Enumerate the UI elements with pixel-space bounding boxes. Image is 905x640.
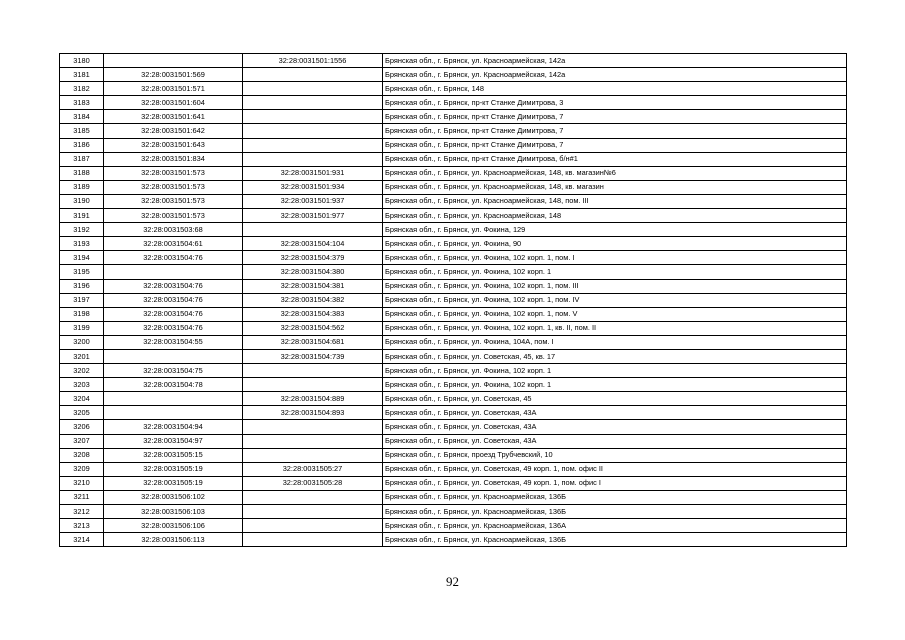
cadastral-number-parcel: 32:28:0031505:19 — [104, 462, 243, 476]
cadastral-number-parcel: 32:28:0031501:573 — [104, 194, 243, 208]
address-cell: Брянская обл., г. Брянск, ул. Фокина, 129 — [383, 223, 847, 237]
address-cell: Брянская обл., г. Брянск, ул. Советская, 43А — [383, 420, 847, 434]
row-number: 3200 — [60, 335, 104, 349]
address-cell: Брянская обл., г. Брянск, ул. Советская, 45 — [383, 392, 847, 406]
row-number: 3188 — [60, 166, 104, 180]
cadastral-number-object: 32:28:0031501:1556 — [243, 54, 383, 68]
table-row — [60, 349, 847, 363]
address-cell: Брянская обл., г. Брянск, ул. Фокина, 102 корп. 1, пом. IV — [383, 293, 847, 307]
cadastral-number-object — [243, 448, 383, 462]
table-row — [60, 82, 847, 96]
cadastral-number-parcel: 32:28:0031501:643 — [104, 138, 243, 152]
cadastral-number-object: 32:28:0031504:383 — [243, 307, 383, 321]
address-cell: Брянская обл., г. Брянск, ул. Фокина, 102 корп. 1, кв. II, пом. II — [383, 321, 847, 335]
cadastral-number-object — [243, 378, 383, 392]
address-cell: Брянская обл., г. Брянск, ул. Фокина, 102 корп. 1 — [383, 364, 847, 378]
cadastral-number-object — [243, 68, 383, 82]
cadastral-number-object: 32:28:0031504:681 — [243, 335, 383, 349]
cadastral-number-parcel: 32:28:0031504:78 — [104, 378, 243, 392]
cadastral-number-object: 32:28:0031504:381 — [243, 279, 383, 293]
cadastral-number-object: 32:28:0031504:562 — [243, 321, 383, 335]
row-number: 3181 — [60, 68, 104, 82]
table-row — [60, 321, 847, 335]
cadastral-number-parcel: 32:28:0031506:102 — [104, 490, 243, 504]
table-row — [60, 293, 847, 307]
row-number: 3187 — [60, 152, 104, 166]
cadastral-number-object: 32:28:0031504:893 — [243, 406, 383, 420]
cadastral-number-object: 32:28:0031501:931 — [243, 166, 383, 180]
row-number: 3214 — [60, 533, 104, 547]
cadastral-number-parcel: 32:28:0031504:97 — [104, 434, 243, 448]
row-number: 3197 — [60, 293, 104, 307]
cadastral-table-body — [60, 54, 847, 547]
cadastral-number-parcel: 32:28:0031501:573 — [104, 209, 243, 223]
cadastral-number-parcel: 32:28:0031504:76 — [104, 293, 243, 307]
cadastral-number-object: 32:28:0031504:382 — [243, 293, 383, 307]
address-cell: Брянская обл., г. Брянск, ул. Красноармейская, 136А — [383, 519, 847, 533]
table-row — [60, 152, 847, 166]
address-cell: Брянская обл., г. Брянск, пр-кт Станке Димитрова, б/н#1 — [383, 152, 847, 166]
address-cell: Брянская обл., г. Брянск, ул. Советская, 49 корп. 1, пом. офис II — [383, 462, 847, 476]
cadastral-number-object — [243, 96, 383, 110]
table-row — [60, 251, 847, 265]
row-number: 3191 — [60, 209, 104, 223]
table-row — [60, 54, 847, 68]
cadastral-number-parcel — [104, 392, 243, 406]
address-cell: Брянская обл., г. Брянск, пр-кт Станке Димитрова, 7 — [383, 110, 847, 124]
cadastral-number-parcel: 32:28:0031505:15 — [104, 448, 243, 462]
row-number: 3213 — [60, 519, 104, 533]
row-number: 3203 — [60, 378, 104, 392]
row-number: 3184 — [60, 110, 104, 124]
table-row — [60, 505, 847, 519]
table-row — [60, 392, 847, 406]
address-cell: Брянская обл., г. Брянск, пр-кт Станке Димитрова, 3 — [383, 96, 847, 110]
row-number: 3194 — [60, 251, 104, 265]
row-number: 3212 — [60, 505, 104, 519]
table-row — [60, 406, 847, 420]
address-cell: Брянская обл., г. Брянск, ул. Красноармейская, 142а — [383, 68, 847, 82]
cadastral-number-parcel: 32:28:0031501:604 — [104, 96, 243, 110]
row-number: 3185 — [60, 124, 104, 138]
table-row — [60, 124, 847, 138]
address-cell: Брянская обл., г. Брянск, ул. Красноармейская, 148, пом. III — [383, 194, 847, 208]
cadastral-number-object: 32:28:0031504:739 — [243, 349, 383, 363]
row-number: 3202 — [60, 364, 104, 378]
table-row — [60, 476, 847, 490]
address-cell: Брянская обл., г. Брянск, ул. Советская, 49 корп. 1, пом. офис I — [383, 476, 847, 490]
table-row — [60, 448, 847, 462]
address-cell: Брянская обл., г. Брянск, пр-кт Станке Димитрова, 7 — [383, 138, 847, 152]
table-row — [60, 96, 847, 110]
row-number: 3206 — [60, 420, 104, 434]
address-cell: Брянская обл., г. Брянск, ул. Фокина, 102 корп. 1, пом. V — [383, 307, 847, 321]
table-row — [60, 490, 847, 504]
cadastral-number-object: 32:28:0031505:27 — [243, 462, 383, 476]
address-cell: Брянская обл., г. Брянск, ул. Фокина, 102 корп. 1 — [383, 378, 847, 392]
row-number: 3189 — [60, 180, 104, 194]
cadastral-number-object — [243, 533, 383, 547]
address-cell: Брянская обл., г. Брянск, ул. Фокина, 104А, пом. I — [383, 335, 847, 349]
cadastral-table — [59, 53, 847, 547]
table-row — [60, 180, 847, 194]
cadastral-number-parcel: 32:28:0031503:68 — [104, 223, 243, 237]
address-cell: Брянская обл., г. Брянск, ул. Фокина, 102 корп. 1, пом. I — [383, 251, 847, 265]
cadastral-number-parcel: 32:28:0031504:76 — [104, 307, 243, 321]
cadastral-number-object: 32:28:0031505:28 — [243, 476, 383, 490]
row-number: 3192 — [60, 223, 104, 237]
cadastral-number-object — [243, 82, 383, 96]
table-row — [60, 223, 847, 237]
address-cell: Брянская обл., г. Брянск, ул. Фокина, 102 корп. 1, пом. III — [383, 279, 847, 293]
row-number: 3193 — [60, 237, 104, 251]
cadastral-number-object — [243, 434, 383, 448]
address-cell: Брянская обл., г. Брянск, ул. Красноармейская, 148, кв. магазин — [383, 180, 847, 194]
row-number: 3211 — [60, 490, 104, 504]
cadastral-number-parcel: 32:28:0031506:113 — [104, 533, 243, 547]
cadastral-number-object — [243, 420, 383, 434]
table-row — [60, 420, 847, 434]
cadastral-number-object — [243, 364, 383, 378]
row-number: 3210 — [60, 476, 104, 490]
cadastral-number-object — [243, 124, 383, 138]
table-row — [60, 462, 847, 476]
row-number: 3183 — [60, 96, 104, 110]
cadastral-number-object: 32:28:0031504:379 — [243, 251, 383, 265]
row-number: 3198 — [60, 307, 104, 321]
address-cell: Брянская обл., г. Брянск, пр-кт Станке Димитрова, 7 — [383, 124, 847, 138]
row-number: 3207 — [60, 434, 104, 448]
cadastral-number-object — [243, 152, 383, 166]
cadastral-number-parcel: 32:28:0031504:75 — [104, 364, 243, 378]
table-row — [60, 265, 847, 279]
cadastral-number-object: 32:28:0031501:937 — [243, 194, 383, 208]
cadastral-number-parcel — [104, 54, 243, 68]
cadastral-number-object — [243, 505, 383, 519]
table-row — [60, 533, 847, 547]
row-number: 3199 — [60, 321, 104, 335]
cadastral-number-parcel: 32:28:0031501:569 — [104, 68, 243, 82]
row-number: 3190 — [60, 194, 104, 208]
cadastral-number-object — [243, 110, 383, 124]
row-number: 3195 — [60, 265, 104, 279]
row-number: 3180 — [60, 54, 104, 68]
cadastral-number-object: 32:28:0031501:934 — [243, 180, 383, 194]
address-cell: Брянская обл., г. Брянск, проезд Трубчевский, 10 — [383, 448, 847, 462]
row-number: 3201 — [60, 349, 104, 363]
cadastral-number-parcel: 32:28:0031506:103 — [104, 505, 243, 519]
cadastral-number-object: 32:28:0031504:889 — [243, 392, 383, 406]
cadastral-number-parcel — [104, 349, 243, 363]
address-cell: Брянская обл., г. Брянск, ул. Советская, 43А — [383, 406, 847, 420]
address-cell: Брянская обл., г. Брянск, 148 — [383, 82, 847, 96]
table-row — [60, 434, 847, 448]
row-number: 3209 — [60, 462, 104, 476]
address-cell: Брянская обл., г. Брянск, ул. Красноармейская, 148 — [383, 209, 847, 223]
address-cell: Брянская обл., г. Брянск, ул. Фокина, 102 корп. 1 — [383, 265, 847, 279]
address-cell: Брянская обл., г. Брянск, ул. Красноармейская, 142а — [383, 54, 847, 68]
row-number: 3182 — [60, 82, 104, 96]
table-row — [60, 364, 847, 378]
table-row — [60, 378, 847, 392]
row-number: 3186 — [60, 138, 104, 152]
cadastral-number-parcel: 32:28:0031506:106 — [104, 519, 243, 533]
cadastral-number-object: 32:28:0031504:104 — [243, 237, 383, 251]
address-cell: Брянская обл., г. Брянск, ул. Красноармейская, 148, кв. магазин№6 — [383, 166, 847, 180]
address-cell: Брянская обл., г. Брянск, ул. Фокина, 90 — [383, 237, 847, 251]
table-row — [60, 194, 847, 208]
cadastral-number-parcel: 32:28:0031501:641 — [104, 110, 243, 124]
cadastral-number-parcel: 32:28:0031504:55 — [104, 335, 243, 349]
cadastral-number-object — [243, 490, 383, 504]
table-row — [60, 68, 847, 82]
cadastral-number-object — [243, 223, 383, 237]
address-cell: Брянская обл., г. Брянск, ул. Красноармейская, 136Б — [383, 505, 847, 519]
cadastral-number-parcel: 32:28:0031501:642 — [104, 124, 243, 138]
address-cell: Брянская обл., г. Брянск, ул. Красноармейская, 136Б — [383, 533, 847, 547]
table-row — [60, 519, 847, 533]
cadastral-number-parcel: 32:28:0031501:834 — [104, 152, 243, 166]
cadastral-number-parcel — [104, 265, 243, 279]
row-number: 3208 — [60, 448, 104, 462]
cadastral-number-parcel: 32:28:0031504:94 — [104, 420, 243, 434]
cadastral-number-parcel: 32:28:0031504:76 — [104, 321, 243, 335]
table-row — [60, 307, 847, 321]
cadastral-number-parcel: 32:28:0031505:19 — [104, 476, 243, 490]
cadastral-number-parcel: 32:28:0031501:571 — [104, 82, 243, 96]
page-number: 92 — [446, 574, 459, 589]
cadastral-number-parcel: 32:28:0031504:76 — [104, 279, 243, 293]
table-row — [60, 138, 847, 152]
table-row — [60, 237, 847, 251]
row-number: 3204 — [60, 392, 104, 406]
cadastral-number-parcel: 32:28:0031504:61 — [104, 237, 243, 251]
address-cell: Брянская обл., г. Брянск, ул. Советская, 43А — [383, 434, 847, 448]
cadastral-number-parcel — [104, 406, 243, 420]
row-number: 3205 — [60, 406, 104, 420]
cadastral-number-parcel: 32:28:0031501:573 — [104, 166, 243, 180]
address-cell: Брянская обл., г. Брянск, ул. Красноармейская, 136Б — [383, 490, 847, 504]
cadastral-number-object — [243, 519, 383, 533]
row-number: 3196 — [60, 279, 104, 293]
cadastral-number-object — [243, 138, 383, 152]
cadastral-number-parcel: 32:28:0031501:573 — [104, 180, 243, 194]
table-row — [60, 279, 847, 293]
table-row — [60, 110, 847, 124]
cadastral-number-object: 32:28:0031501:977 — [243, 209, 383, 223]
table-row — [60, 166, 847, 180]
cadastral-number-object: 32:28:0031504:380 — [243, 265, 383, 279]
address-cell: Брянская обл., г. Брянск, ул. Советская, 45, кв. 17 — [383, 349, 847, 363]
table-row — [60, 209, 847, 223]
cadastral-number-parcel: 32:28:0031504:76 — [104, 251, 243, 265]
table-row — [60, 335, 847, 349]
